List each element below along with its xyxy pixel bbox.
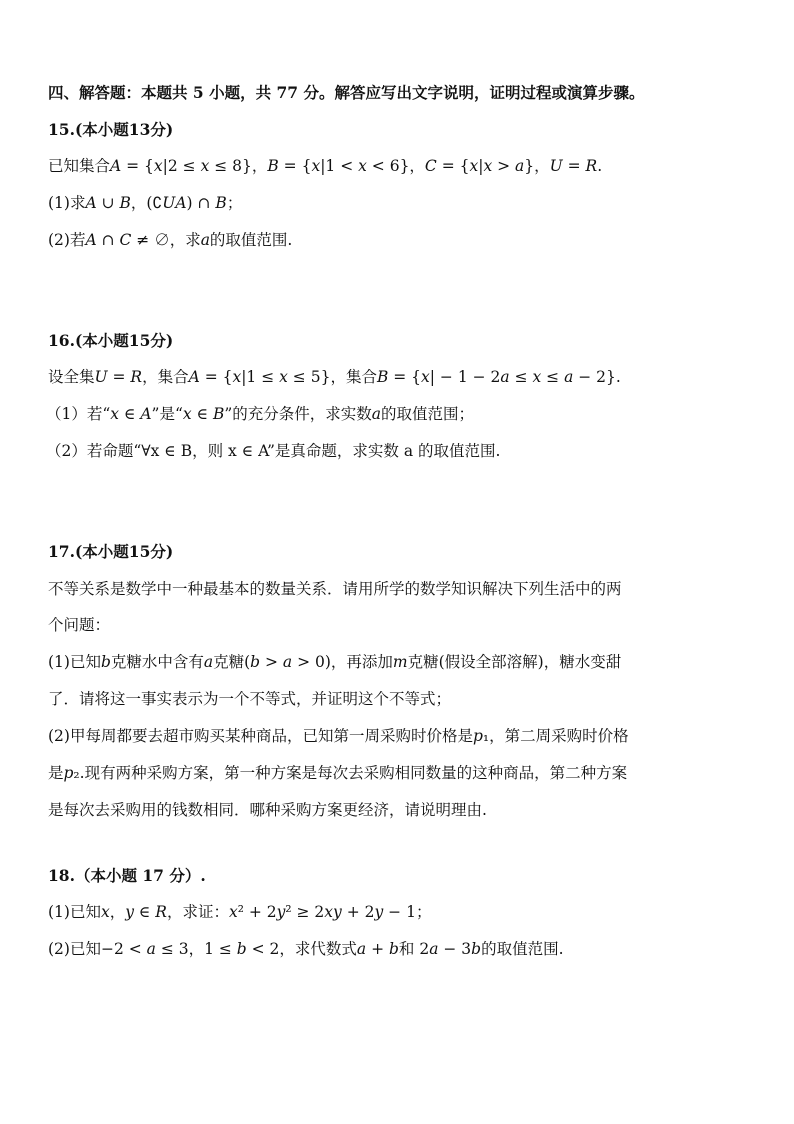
problem-18-heading: 18.（本小题 17 分）. <box>48 866 206 885</box>
problem-16-part-2: （2）若命题“∀x ∈ B，则 x ∈ A”是真命题，求实数 a 的取值范围. <box>46 442 501 460</box>
problem-17-intro-line-1: 不等关系是数学中一种最基本的数量关系．请用所学的数学知识解决下列生活中的两 <box>48 580 622 598</box>
problem-16-statement: 设全集𝑈 = 𝑅，集合𝐴 = {𝑥|1 ≤ 𝑥 ≤ 5}，集合𝐵 = {𝑥| − 1 − 2𝑎 ≤ 𝑥 ≤ 𝑎 − 2}. <box>48 368 621 386</box>
problem-18-part-2: (2)已知−2 < 𝑎 ≤ 3，1 ≤ 𝑏 < 2，求代数式𝑎 + 𝑏和 2𝑎 − 3𝑏的取值范围. <box>48 940 564 958</box>
problem-17-part-1-line-2: 了．请将这一事实表示为一个不等式，并证明这个不等式； <box>48 690 452 708</box>
problem-15-part-1: (1)求𝐴 ∪ 𝐵，(∁𝑈𝐴) ∩ 𝐵； <box>48 194 243 212</box>
section-header: 四、解答题：本题共 5 小题，共 77 分。解答应写出文字说明，证明过程或演算步骤。 <box>48 83 645 102</box>
problem-15-statement: 已知集合𝐴 = {𝑥|2 ≤ 𝑥 ≤ 8}，𝐵 = {𝑥|1 < 𝑥 < 6}，𝐶 = {𝑥|𝑥 > 𝑎}，𝑈 = 𝑅. <box>48 157 603 175</box>
problem-17-part-2-line-2: 是𝑝₂.现有两种采购方案，第一种方案是每次去采购相同数量的这种商品，第二种方案 <box>48 764 628 782</box>
problem-17-part-1-line-1: (1)已知𝑏克糖水中含有𝑎克糖(𝑏 > 𝑎 > 0)，再添加𝑚克糖(假设全部溶解)，糖水变甜 <box>48 653 622 671</box>
problem-15-part-2: (2)若𝐴 ∩ 𝐶 ≠ ∅，求𝑎的取值范围. <box>48 231 293 249</box>
problem-16-part-1: （1）若“𝑥 ∈ 𝐴”是“𝑥 ∈ 𝐵”的充分条件，求实数𝑎的取值范围； <box>46 405 475 423</box>
problem-16-heading: 16.(本小题15分) <box>48 331 174 350</box>
problem-17-intro-line-2: 个问题： <box>48 616 111 634</box>
problem-17-part-2-line-1: (2)甲每周都要去超市购买某种商品，已知第一周采购时价格是𝑝₁，第二周采购时价格 <box>48 727 629 745</box>
problem-17-part-2-line-3: 是每次去采购用的钱数相同．哪种采购方案更经济，请说明理由. <box>48 801 487 819</box>
problem-18-part-1: (1)已知𝑥，𝑦 ∈ 𝑅，求证：𝑥² + 2𝑦² ≥ 2𝑥𝑦 + 2𝑦 − 1； <box>48 903 432 921</box>
problem-15-heading: 15.(本小题13分) <box>48 120 174 139</box>
problem-17-heading: 17.(本小题15分) <box>48 542 174 561</box>
